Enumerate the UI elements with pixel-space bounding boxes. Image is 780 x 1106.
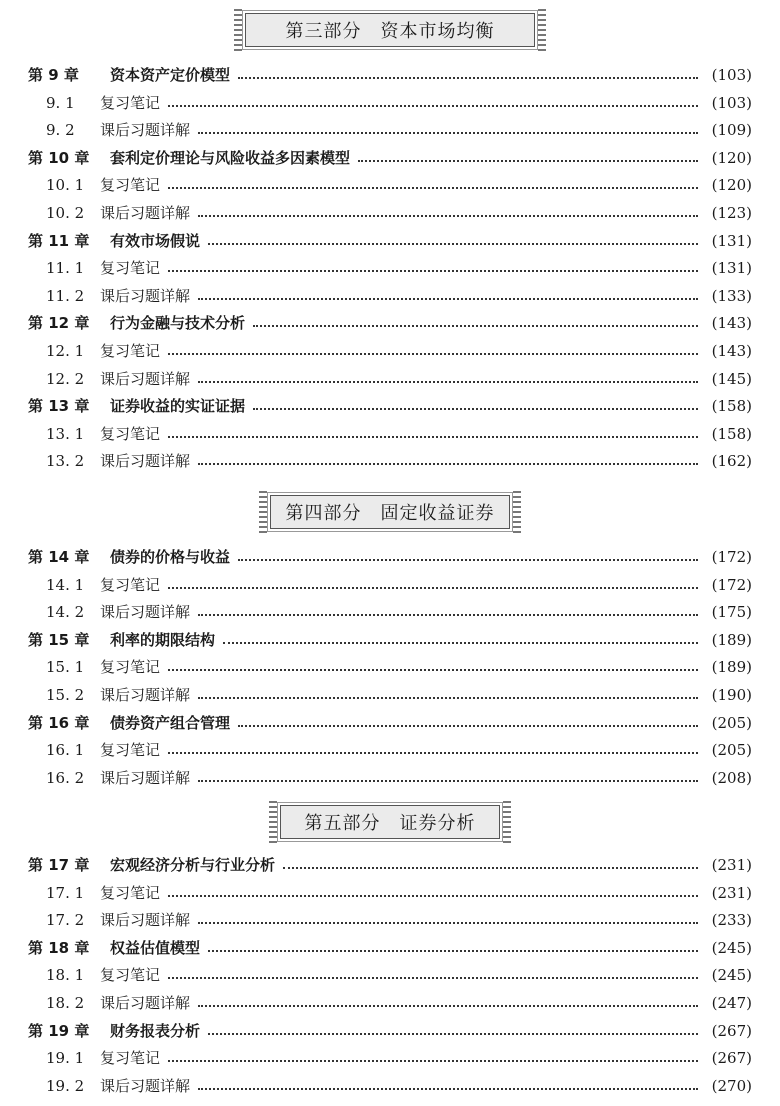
chapter-title: 行为金融与技术分析 (110, 314, 246, 333)
chapter-number: 第 13 章 (28, 397, 90, 416)
chapter-number: 第 12 章 (28, 314, 90, 333)
toc-section-row[interactable] (0, 572, 780, 598)
section-title: 复习笔记 (100, 93, 161, 112)
section-title: 课后习题详解 (100, 204, 191, 222)
dot-leader (198, 381, 698, 383)
dot-leader (208, 243, 698, 245)
page-number: (143) (711, 342, 752, 360)
toc-section-row[interactable] (0, 283, 780, 309)
dot-leader (208, 950, 698, 952)
chapter-title: 资本资产定价模型 (110, 66, 231, 84)
toc-chapter-row[interactable] (0, 228, 780, 254)
section-title: 课后习题详解 (100, 994, 191, 1012)
page-number: (189) (711, 630, 752, 649)
section-title: 课后习题详解 (100, 768, 191, 787)
dot-leader (238, 725, 698, 727)
dot-leader (238, 559, 698, 561)
section-number: 12. 1 (46, 342, 85, 360)
toc-chapter-row[interactable] (0, 145, 780, 171)
page-number: (231) (711, 883, 752, 902)
page-number: (245) (711, 938, 752, 957)
dot-leader (223, 642, 698, 644)
toc-section-row[interactable] (0, 765, 780, 791)
page-number: (172) (711, 575, 752, 594)
section-number: 15. 1 (46, 658, 85, 677)
dot-leader (198, 922, 698, 924)
toc-chapter-row[interactable] (0, 62, 780, 88)
page-number: (172) (711, 548, 752, 566)
section-title: 复习笔记 (100, 575, 161, 594)
page-number: (190) (711, 686, 752, 704)
toc-section-row[interactable] (0, 448, 780, 474)
section-title: 课后习题详解 (100, 121, 191, 140)
section-title: 复习笔记 (100, 966, 161, 985)
section-number: 9. 1 (46, 93, 75, 112)
toc-section-row[interactable] (0, 172, 780, 198)
dot-leader (198, 132, 698, 134)
page-number: (247) (711, 994, 752, 1012)
section-number: 13. 1 (46, 424, 85, 443)
section-title: 课后习题详解 (100, 603, 191, 622)
section-number: 16. 2 (46, 768, 85, 787)
toc-section-row[interactable] (0, 907, 780, 933)
toc-section-row[interactable] (0, 682, 780, 708)
toc-section-row[interactable] (0, 117, 780, 143)
chapter-title: 有效市场假说 (110, 231, 201, 250)
part-title: 第三部分 资本市场均衡 (245, 13, 535, 47)
section-title: 复习笔记 (100, 342, 161, 360)
section-title: 复习笔记 (100, 424, 161, 443)
section-number: 9. 2 (46, 121, 75, 140)
page-number: (233) (711, 911, 752, 930)
toc-section-row[interactable] (0, 338, 780, 364)
part-title: 第四部分 固定收益证券 (270, 495, 510, 529)
dot-leader (168, 353, 698, 355)
section-title: 复习笔记 (100, 883, 161, 902)
toc-section-row[interactable] (0, 962, 780, 988)
section-title: 课后习题详解 (100, 686, 191, 704)
toc-chapter-row[interactable] (0, 852, 780, 878)
dot-leader (168, 587, 698, 589)
section-number: 17. 2 (46, 911, 85, 930)
chapter-title: 债券的价格与收益 (110, 548, 231, 566)
chapter-number: 第 19 章 (28, 1021, 90, 1040)
dot-leader (168, 436, 698, 438)
part-banner (270, 492, 510, 532)
dot-leader (198, 1005, 698, 1007)
page-number: (131) (711, 259, 752, 278)
page-number: (205) (711, 741, 752, 760)
chapter-number: 第 10 章 (28, 148, 90, 167)
part-banner (280, 802, 500, 842)
chapter-number: 第 17 章 (28, 856, 90, 874)
section-number: 10. 1 (46, 176, 85, 195)
page-number: (175) (711, 603, 752, 622)
section-title: 课后习题详解 (100, 286, 191, 305)
page-number: (245) (711, 966, 752, 985)
section-number: 17. 1 (46, 883, 85, 902)
chapter-number: 第 18 章 (28, 938, 90, 957)
chapter-title: 权益估值模型 (110, 938, 201, 957)
chapter-title: 宏观经济分析与行业分析 (110, 856, 276, 874)
page-number: (267) (711, 1049, 752, 1068)
page-number: (208) (711, 768, 752, 787)
toc-section-row[interactable] (0, 421, 780, 447)
section-title: 复习笔记 (100, 1049, 161, 1068)
page-number: (143) (711, 314, 752, 333)
chapter-title: 债券资产组合管理 (110, 713, 231, 732)
page-number: (205) (711, 713, 752, 732)
page-number: (103) (711, 66, 752, 84)
dot-leader (168, 270, 698, 272)
page-number: (103) (711, 93, 752, 112)
page-number: (109) (711, 121, 752, 140)
dot-leader (358, 160, 698, 162)
page-number: (162) (711, 452, 752, 471)
dot-leader (198, 780, 698, 782)
page-number: (123) (711, 204, 752, 222)
toc-section-row[interactable] (0, 1045, 780, 1071)
chapter-title: 证券收益的实证证据 (110, 397, 246, 416)
page-number: (189) (711, 658, 752, 677)
toc-section-row[interactable] (0, 654, 780, 680)
section-title: 复习笔记 (100, 176, 161, 195)
dot-leader (198, 463, 698, 465)
dot-leader (198, 1088, 698, 1090)
chapter-number: 第 11 章 (28, 231, 90, 250)
dot-leader (253, 408, 698, 410)
dot-leader (198, 697, 698, 699)
section-number: 14. 1 (46, 575, 85, 594)
section-number: 11. 2 (46, 286, 85, 305)
section-title: 课后习题详解 (100, 369, 191, 388)
page-number: (231) (711, 856, 752, 874)
dot-leader (283, 867, 698, 869)
dot-leader (208, 1033, 698, 1035)
toc-section-row[interactable] (0, 880, 780, 906)
toc-section-row[interactable] (0, 366, 780, 392)
section-number: 11. 1 (46, 259, 85, 278)
page-number: (158) (711, 397, 752, 416)
page-number: (270) (711, 1076, 752, 1095)
toc-section-row[interactable] (0, 599, 780, 625)
section-number: 18. 2 (46, 994, 85, 1012)
toc-chapter-row[interactable] (0, 710, 780, 736)
dot-leader (168, 977, 698, 979)
chapter-number: 第 14 章 (28, 548, 90, 566)
section-number: 16. 1 (46, 741, 85, 760)
page-number: (131) (711, 231, 752, 250)
chapter-number: 第 9 章 (28, 66, 79, 84)
section-number: 12. 2 (46, 369, 85, 388)
dot-leader (168, 187, 698, 189)
section-title: 课后习题详解 (100, 1076, 191, 1095)
part-title: 第五部分 证券分析 (280, 805, 500, 839)
toc-chapter-row[interactable] (0, 935, 780, 961)
page-number: (267) (711, 1021, 752, 1040)
dot-leader (168, 895, 698, 897)
section-title: 课后习题详解 (100, 911, 191, 930)
toc-section-row[interactable] (0, 737, 780, 763)
dot-leader (168, 105, 698, 107)
toc-section-row[interactable] (0, 200, 780, 226)
section-title: 复习笔记 (100, 741, 161, 760)
dot-leader (198, 614, 698, 616)
toc-chapter-row[interactable] (0, 627, 780, 653)
section-number: 13. 2 (46, 452, 85, 471)
section-title: 课后习题详解 (100, 452, 191, 471)
toc-section-row[interactable] (0, 990, 780, 1016)
part-banner (245, 10, 535, 50)
section-title: 复习笔记 (100, 259, 161, 278)
chapter-number: 第 16 章 (28, 713, 90, 732)
toc-section-row[interactable] (0, 255, 780, 281)
page-number: (120) (711, 176, 752, 195)
toc-section-row[interactable] (0, 90, 780, 116)
chapter-title: 利率的期限结构 (110, 630, 216, 649)
dot-leader (238, 77, 698, 79)
page-number: (145) (711, 369, 752, 388)
chapter-title: 套利定价理论与风险收益多因素模型 (110, 148, 351, 167)
dot-leader (168, 669, 698, 671)
page-number: (158) (711, 424, 752, 443)
chapter-title: 财务报表分析 (110, 1021, 201, 1040)
section-number: 18. 1 (46, 966, 85, 985)
dot-leader (198, 215, 698, 217)
dot-leader (168, 1060, 698, 1062)
section-title: 复习笔记 (100, 658, 161, 677)
toc-chapter-row[interactable] (0, 310, 780, 336)
toc-chapter-row[interactable] (0, 393, 780, 419)
section-number: 19. 2 (46, 1076, 85, 1095)
section-number: 15. 2 (46, 686, 85, 704)
chapter-number: 第 15 章 (28, 630, 90, 649)
dot-leader (168, 752, 698, 754)
dot-leader (253, 325, 698, 327)
toc-chapter-row[interactable] (0, 544, 780, 570)
toc-section-row[interactable] (0, 1073, 780, 1099)
section-number: 14. 2 (46, 603, 85, 622)
dot-leader (198, 298, 698, 300)
section-number: 19. 1 (46, 1049, 85, 1068)
toc-chapter-row[interactable] (0, 1018, 780, 1044)
section-number: 10. 2 (46, 204, 85, 222)
page-number: (120) (711, 148, 752, 167)
page-number: (133) (711, 286, 752, 305)
